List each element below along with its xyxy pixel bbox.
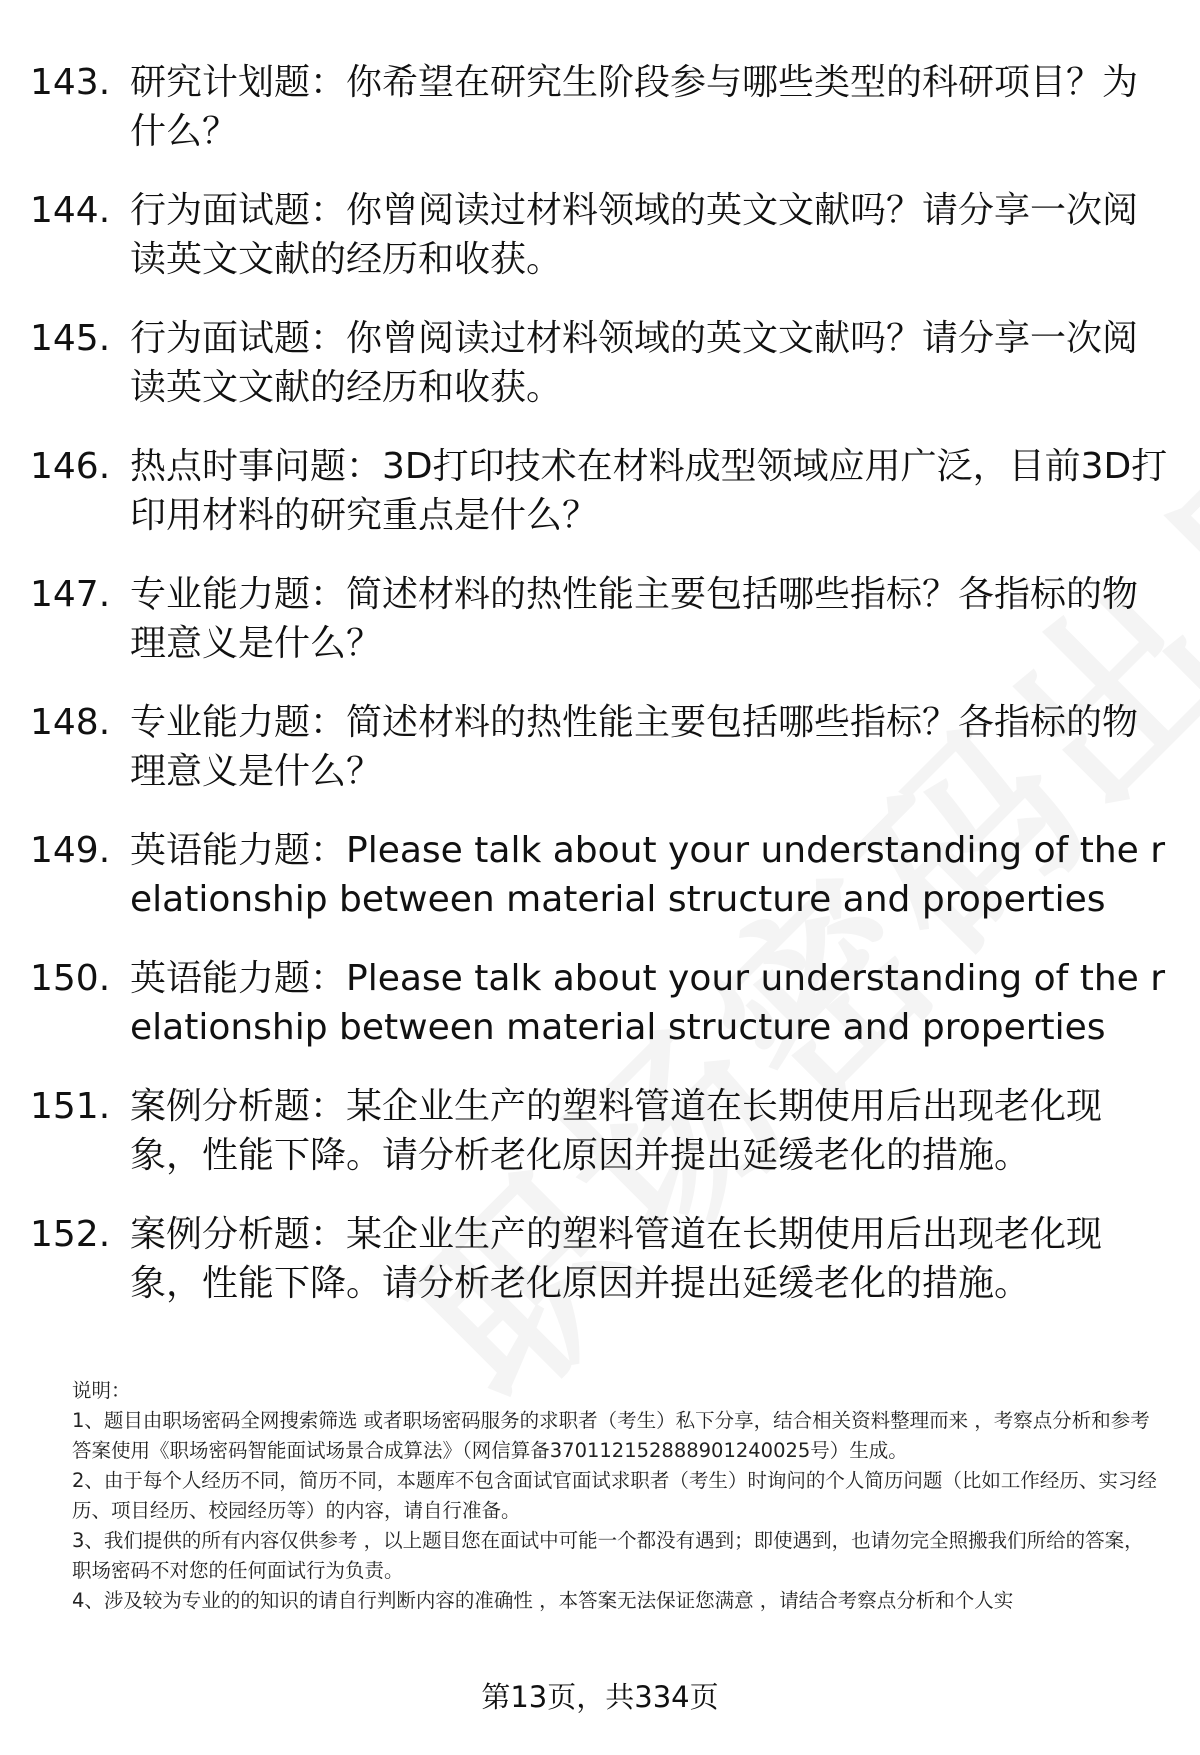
question-number: 144. xyxy=(30,190,111,231)
question-number: 149. xyxy=(30,830,111,871)
question-item xyxy=(30,314,1170,412)
question-item xyxy=(30,826,1170,924)
note-item: 1、题目由职场密码全网搜索筛选 或者职场密码服务的求职者（考生）私下分享，结合相关资料整理而来 ，考察点分析和参考答案使用《职场密码智能面试场景合成算法》（网信算备370112152888901240025号）生成。 xyxy=(72,1409,1150,1462)
note-item: 3、我们提供的所有内容仅供参考 ，以上题目您在面试中可能一个都没有遇到；即使遇到，也请勿完全照搬我们所给的答案，职场密码不对您的任何面试行为负责。 xyxy=(72,1529,1144,1582)
question-text: 行为面试题：你曾阅读过材料领域的英文文献吗？请分享一次阅读英文文献的经历和收获。 xyxy=(130,318,1139,408)
notes-title: 说明： xyxy=(72,1379,131,1402)
question-item xyxy=(30,58,1170,156)
question-text: 专业能力题：简述材料的热性能主要包括哪些指标？各指标的物理意义是什么？ xyxy=(130,702,1139,792)
question-text: 英语能力题：Please talk about your understanding of the relationship between material structure and properties xyxy=(130,830,1166,920)
note-item: 4、涉及较为专业的的知识的请自行判断内容的准确性 ，本答案无法保证您满意 ，请结合考察点分析和个人实 xyxy=(72,1589,1014,1612)
question-text: 专业能力题：简述材料的热性能主要包括哪些指标？各指标的物理意义是什么？ xyxy=(130,574,1139,664)
question-text: 英语能力题：Please talk about your understanding of the relationship between material structure and properties xyxy=(130,958,1166,1048)
question-text: 案例分析题：某企业生产的塑料管道在长期使用后出现老化现象，性能下降。请分析老化原因并提出延缓老化的措施。 xyxy=(130,1214,1103,1304)
question-item xyxy=(30,186,1170,284)
question-item xyxy=(30,698,1170,796)
question-text: 案例分析题：某企业生产的塑料管道在长期使用后出现老化现象，性能下降。请分析老化原因并提出延缓老化的措施。 xyxy=(130,1086,1103,1176)
question-number: 145. xyxy=(30,318,111,359)
question-item xyxy=(30,1210,1170,1308)
notes-section xyxy=(72,1376,1160,1616)
note-item: 2、由于每个人经历不同，简历不同，本题库不包含面试官面试求职者（考生）时询问的个人简历问题（比如工作经历、实习经历、项目经历、校园经历等）的内容，请自行准备。 xyxy=(72,1469,1157,1522)
question-item xyxy=(30,1082,1170,1180)
question-number: 147. xyxy=(30,574,111,615)
question-number: 146. xyxy=(30,446,111,487)
question-number: 148. xyxy=(30,702,111,743)
question-text: 研究计划题：你希望在研究生阶段参与哪些类型的科研项目？为什么？ xyxy=(130,62,1139,152)
question-text: 行为面试题：你曾阅读过材料领域的英文文献吗？请分享一次阅读英文文献的经历和收获。 xyxy=(130,190,1139,280)
question-item xyxy=(30,442,1170,540)
question-number: 152. xyxy=(30,1214,111,1255)
question-item xyxy=(30,570,1170,668)
question-number: 151. xyxy=(30,1086,111,1127)
question-text: 热点时事问题：3D打印技术在材料成型领域应用广泛，目前3D打印用材料的研究重点是什么？ xyxy=(130,446,1168,536)
question-number: 143. xyxy=(30,62,111,103)
question-number: 150. xyxy=(30,958,111,999)
question-item xyxy=(30,954,1170,1052)
question-list xyxy=(30,58,1170,1338)
page-indicator: 第13页，共334页 xyxy=(481,1680,719,1714)
